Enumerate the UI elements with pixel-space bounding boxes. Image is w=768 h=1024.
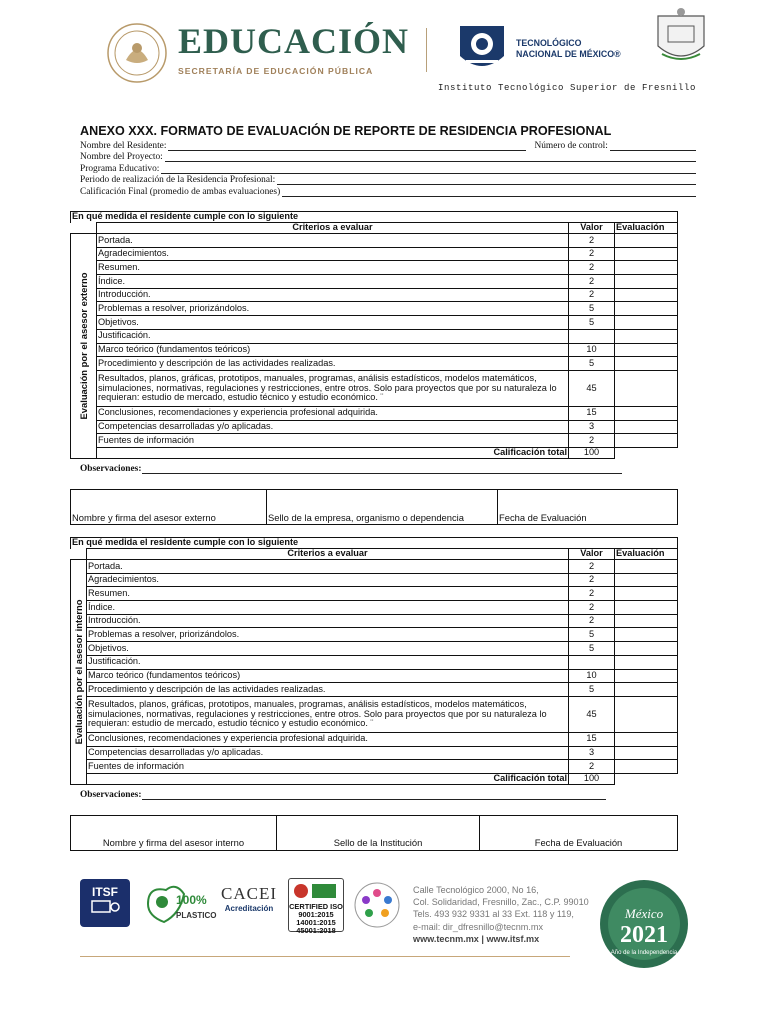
final-grade-label: Calificación Final (promedio de ambas evaluaciones) (80, 186, 281, 197)
iso-line-2: 9001:2015 (298, 910, 334, 919)
internal-evaluation-table (70, 537, 678, 785)
criteria-text: Fuentes de información (87, 760, 569, 774)
criteria-value: 5 (569, 683, 615, 697)
criteria-text: Resumen. (97, 261, 569, 275)
total-blank-cell (615, 447, 678, 458)
criteria-value: 2 (569, 434, 615, 448)
control-number-label: Número de control: (534, 140, 608, 151)
table-caption: En qué medida el residente cumple con lo siguiente (71, 212, 678, 223)
evaluation-score-cell[interactable] (615, 732, 678, 746)
external-evaluation-date-cell[interactable]: Fecha de Evaluación (498, 490, 678, 525)
criteria-text: Problemas a resolver, priorizándolos. (87, 628, 569, 642)
evaluator-side-label: Evaluación por el asesor interno (72, 599, 84, 745)
zacatecas-coat-of-arms-icon (652, 6, 710, 68)
criteria-row (71, 302, 678, 316)
tecnm-name (516, 38, 621, 60)
external-advisor-signature-cell[interactable]: Nombre y firma del asesor externo (71, 490, 267, 525)
address-email[interactable]: e-mail: dir_dfresnillo@tecnm.mx (413, 921, 544, 932)
program-fill-line[interactable] (161, 166, 696, 174)
evaluator-side-label-cell (71, 234, 97, 459)
company-stamp-cell[interactable]: Sello de la empresa, organismo o dependencia (267, 490, 498, 525)
period-fill-line[interactable] (277, 177, 696, 185)
criteria-row (71, 628, 678, 642)
criteria-text: Problemas a resolver, priorizándolos. (97, 302, 569, 316)
total-label: Calificación total (87, 773, 569, 784)
criteria-text: Competencias desarrolladas y/o aplicadas. (87, 746, 569, 760)
evaluation-score-cell[interactable] (615, 261, 678, 275)
total-value: 100 (569, 447, 615, 458)
criteria-text: Objetivos. (97, 316, 569, 330)
criteria-row (71, 329, 678, 343)
total-value: 100 (569, 773, 615, 784)
iso-certification-badge (288, 878, 344, 935)
criteria-row (71, 601, 678, 615)
address-line-2: Col. Solidaridad, Fresnillo, Zac., C.P. 99010 (413, 897, 589, 908)
criteria-value: 2 (569, 560, 615, 574)
evaluator-side-label: Evaluación por el asesor externo (77, 272, 89, 420)
criteria-row (71, 316, 678, 330)
resident-label: Nombre del Residente: (80, 140, 167, 151)
criteria-row (71, 669, 678, 683)
total-blank-cell (615, 773, 678, 784)
criteria-value: 3 (569, 420, 615, 434)
resident-field (80, 139, 696, 151)
evaluation-score-cell[interactable] (615, 302, 678, 316)
control-number-fill-line[interactable] (610, 143, 696, 151)
final-grade-field (80, 185, 696, 197)
itsf-logo-text: ITSF (92, 885, 118, 899)
criteria-value: 3 (569, 746, 615, 760)
internal-evaluation-date-cell[interactable]: Fecha de Evaluación (480, 816, 678, 851)
criteria-text: Índice. (97, 275, 569, 289)
criteria-value: 2 (569, 234, 615, 248)
criteria-text: Agradecimientos. (87, 573, 569, 587)
criteria-row (71, 357, 678, 371)
evaluation-score-cell[interactable] (615, 406, 678, 420)
criteria-text: Fuentes de información (97, 434, 569, 448)
criteria-value: 15 (569, 406, 615, 420)
criteria-value: 45 (569, 696, 615, 732)
criteria-row (71, 746, 678, 760)
emblem-year-subtitle: Año de la Independencia (610, 950, 678, 956)
criteria-text: Conclusiones, recomendaciones y experiencia profesional adquirida. (87, 732, 569, 746)
criteria-value: 2 (569, 573, 615, 587)
criteria-value: 5 (569, 316, 615, 330)
criteria-value: 5 (569, 302, 615, 316)
evaluation-score-cell[interactable] (615, 746, 678, 760)
criteria-text: Justificación. (97, 329, 569, 343)
criteria-value: 15 (569, 732, 615, 746)
footer-rule (80, 956, 570, 957)
internal-observations (80, 790, 606, 800)
table-caption-row (71, 538, 678, 549)
evaluation-score-cell[interactable] (615, 683, 678, 697)
evaluation-score-cell[interactable] (615, 669, 678, 683)
criteria-text: Conclusiones, recomendaciones y experiencia profesional adquirida. (97, 406, 569, 420)
criteria-value: 10 (569, 343, 615, 357)
criteria-row (71, 261, 678, 275)
evaluation-score-cell[interactable] (615, 247, 678, 261)
evaluation-score-cell[interactable] (615, 587, 678, 601)
mexico-coat-of-arms-seal (106, 22, 168, 84)
criteria-row (71, 732, 678, 746)
table-caption: En qué medida el residente cumple con lo siguiente (71, 538, 678, 549)
evaluation-score-cell[interactable] (615, 560, 678, 574)
iso-line-3: 14001:2015 (296, 918, 336, 927)
tecnm-name-line2: NACIONAL DE MÉXICO® (516, 49, 621, 59)
criteria-row (71, 420, 678, 434)
observations-fill-line[interactable] (142, 792, 606, 800)
criteria-value: 2 (569, 247, 615, 261)
total-row (71, 447, 678, 458)
criteria-row (71, 560, 678, 574)
criteria-row (71, 614, 678, 628)
criteria-value: 5 (569, 628, 615, 642)
evaluation-score-cell[interactable] (615, 628, 678, 642)
criteria-text: Resumen. (87, 587, 569, 601)
institution-stamp-cell[interactable]: Sello de la Institución (277, 816, 480, 851)
criteria-row (71, 234, 678, 248)
mexico-2021-independence-emblem (596, 870, 692, 982)
project-field (80, 151, 696, 163)
cacei-subtitle: Acreditación (224, 904, 274, 913)
criteria-text: Portada. (97, 234, 569, 248)
table-caption-row (71, 212, 678, 223)
iso-line-4: 45001:2018 (296, 926, 336, 935)
internal-advisor-signature-cell[interactable]: Nombre y firma del asesor interno (71, 816, 277, 851)
criteria-value: 10 (569, 669, 615, 683)
itsf-logo (80, 879, 130, 927)
gender-equality-model-seal-icon (352, 880, 402, 930)
total-label: Calificación total (97, 447, 569, 458)
criteria-value: 2 (569, 601, 615, 615)
criteria-row (71, 434, 678, 448)
iso-line-1: CERTIFIED ISO (289, 902, 343, 911)
value-column-header: Valor (569, 223, 615, 234)
emblem-year-text: 2021 (620, 922, 668, 948)
resident-fill-line[interactable] (168, 143, 526, 151)
total-row (71, 773, 678, 784)
criteria-text: Portada. (87, 560, 569, 574)
evaluation-score-cell[interactable] (615, 573, 678, 587)
criteria-row (71, 406, 678, 420)
observations-label: Observaciones: (80, 790, 142, 800)
cacei-logo (218, 884, 280, 924)
emblem-mexico-text: México (624, 906, 664, 921)
criteria-row (71, 683, 678, 697)
evaluation-score-cell[interactable] (615, 288, 678, 302)
criteria-row (71, 696, 678, 732)
criteria-text: Índice. (87, 601, 569, 615)
itsf-computer-icon (90, 899, 120, 915)
criteria-column-header: Criterios a evaluar (97, 223, 569, 234)
evaluation-score-cell[interactable] (615, 696, 678, 732)
evaluation-score-cell[interactable] (615, 234, 678, 248)
external-observations (80, 464, 622, 474)
final-grade-fill-line[interactable] (282, 189, 696, 197)
evaluation-score-cell[interactable] (615, 343, 678, 357)
tecnm-name-line1: TECNOLÓGICO (516, 38, 582, 48)
evaluation-column-header: Evaluación (615, 549, 678, 560)
resident-info-fields (80, 139, 696, 197)
evaluator-side-label-cell (71, 560, 87, 785)
criteria-value: 2 (569, 275, 615, 289)
institute-name: Instituto Tecnológico Superior de Fresnillo (438, 83, 697, 93)
evaluation-score-cell[interactable] (615, 601, 678, 615)
criteria-column-header: Criterios a evaluar (87, 549, 569, 560)
criteria-text: Agradecimientos. (97, 247, 569, 261)
criteria-value: 45 (569, 370, 615, 406)
header-blank-cell (71, 223, 97, 234)
criteria-row (71, 655, 678, 669)
observations-fill-line[interactable] (142, 466, 622, 474)
evaluation-score-cell[interactable] (615, 434, 678, 448)
criteria-text: Resultados, planos, gráficas, prototipos, manuales, programas, análisis estadísticos, modelos matemáticos, simulaciones, normativas, regulaciones y restricciones, entre otros. Solo para proyectos que por su naturaleza lo requieran: estudio de mercado, estudio técnico y estudio económico. ¨ (97, 370, 569, 406)
evaluation-column-header: Evaluación (615, 223, 678, 234)
criteria-row (71, 587, 678, 601)
header-blank-cell (71, 549, 87, 560)
agency-name: EDUCACIÓN (178, 21, 410, 61)
project-fill-line[interactable] (165, 154, 696, 162)
period-field (80, 174, 696, 186)
criteria-text: Justificación. (87, 655, 569, 669)
certification-marks-icon (292, 882, 340, 900)
value-column-header: Valor (569, 549, 615, 560)
criteria-row (71, 247, 678, 261)
criteria-row (71, 760, 678, 774)
criteria-text: Introducción. (87, 614, 569, 628)
program-label: Programa Educativo: (80, 163, 160, 174)
evaluation-score-cell[interactable] (615, 316, 678, 330)
evaluation-score-cell[interactable] (615, 760, 678, 774)
evaluation-score-cell[interactable] (615, 614, 678, 628)
evaluation-score-cell[interactable] (615, 642, 678, 656)
criteria-row (71, 343, 678, 357)
criteria-value (569, 655, 615, 669)
table-header-row (71, 549, 678, 560)
criteria-value: 5 (569, 642, 615, 656)
criteria-value: 2 (569, 587, 615, 601)
evaluation-score-cell[interactable] (615, 275, 678, 289)
institute-contact-address (413, 884, 589, 945)
plastic-free-space-logo (140, 880, 217, 928)
svg-text:PLASTICO: PLASTICO (176, 911, 217, 920)
criteria-text: Introducción. (97, 288, 569, 302)
criteria-row (71, 288, 678, 302)
criteria-row (71, 370, 678, 406)
tecnm-logo-icon (452, 18, 512, 78)
criteria-text: Competencias desarrolladas y/o aplicadas. (97, 420, 569, 434)
criteria-value: 2 (569, 261, 615, 275)
header-divider (426, 28, 427, 72)
criteria-text: Resultados, planos, gráficas, prototipos, manuales, programas, análisis estadísticos, modelos matemáticos, simulaciones, normativas, regulaciones y restricciones, entre otros. Solo para proyectos que por su naturaleza lo requieran: estudio de mercado, estudio técnico y estudio económico. ¨ (87, 696, 569, 732)
criteria-value: 5 (569, 357, 615, 371)
criteria-row (71, 642, 678, 656)
internal-signature-table (70, 815, 678, 851)
criteria-text: Procedimiento y descripción de las actividades realizadas. (97, 357, 569, 371)
criteria-row (71, 573, 678, 587)
criteria-text: Marco teórico (fundamentos teóricos) (97, 343, 569, 357)
address-line-1: Calle Tecnológico 2000, No 16, (413, 885, 539, 895)
period-label: Periodo de realización de la Residencia Profesional: (80, 175, 276, 185)
website-links[interactable]: www.tecnm.mx | www.itsf.mx (413, 933, 540, 944)
criteria-value: 2 (569, 288, 615, 302)
program-field (80, 162, 696, 174)
evaluation-score-cell[interactable] (615, 329, 678, 343)
svg-text:100%: 100% (176, 893, 207, 907)
address-line-3: Tels. 493 932 9331 al 33 Ext. 118 y 119, (413, 909, 574, 920)
cacei-logo-text: CACEI (221, 884, 277, 903)
evaluation-score-cell[interactable] (615, 420, 678, 434)
table-header-row (71, 223, 678, 234)
agency-subtitle: SECRETARÍA DE EDUCACIÓN PÚBLICA (178, 66, 374, 76)
evaluation-score-cell[interactable] (615, 357, 678, 371)
evaluation-score-cell[interactable] (615, 655, 678, 669)
criteria-text: Marco teórico (fundamentos teóricos) (87, 669, 569, 683)
external-evaluation-table (70, 211, 678, 459)
criteria-text: Objetivos. (87, 642, 569, 656)
document-title: ANEXO XXX. FORMATO DE EVALUACIÓN DE REPORTE DE RESIDENCIA PROFESIONAL (80, 124, 612, 138)
criteria-value: 2 (569, 614, 615, 628)
project-label: Nombre del Proyecto: (80, 152, 163, 162)
criteria-value (569, 329, 615, 343)
evaluation-score-cell[interactable] (615, 370, 678, 406)
criteria-row (71, 275, 678, 289)
external-signature-table (70, 489, 678, 525)
observations-label: Observaciones: (80, 464, 142, 474)
criteria-value: 2 (569, 760, 615, 774)
criteria-text: Procedimiento y descripción de las actividades realizadas. (87, 683, 569, 697)
